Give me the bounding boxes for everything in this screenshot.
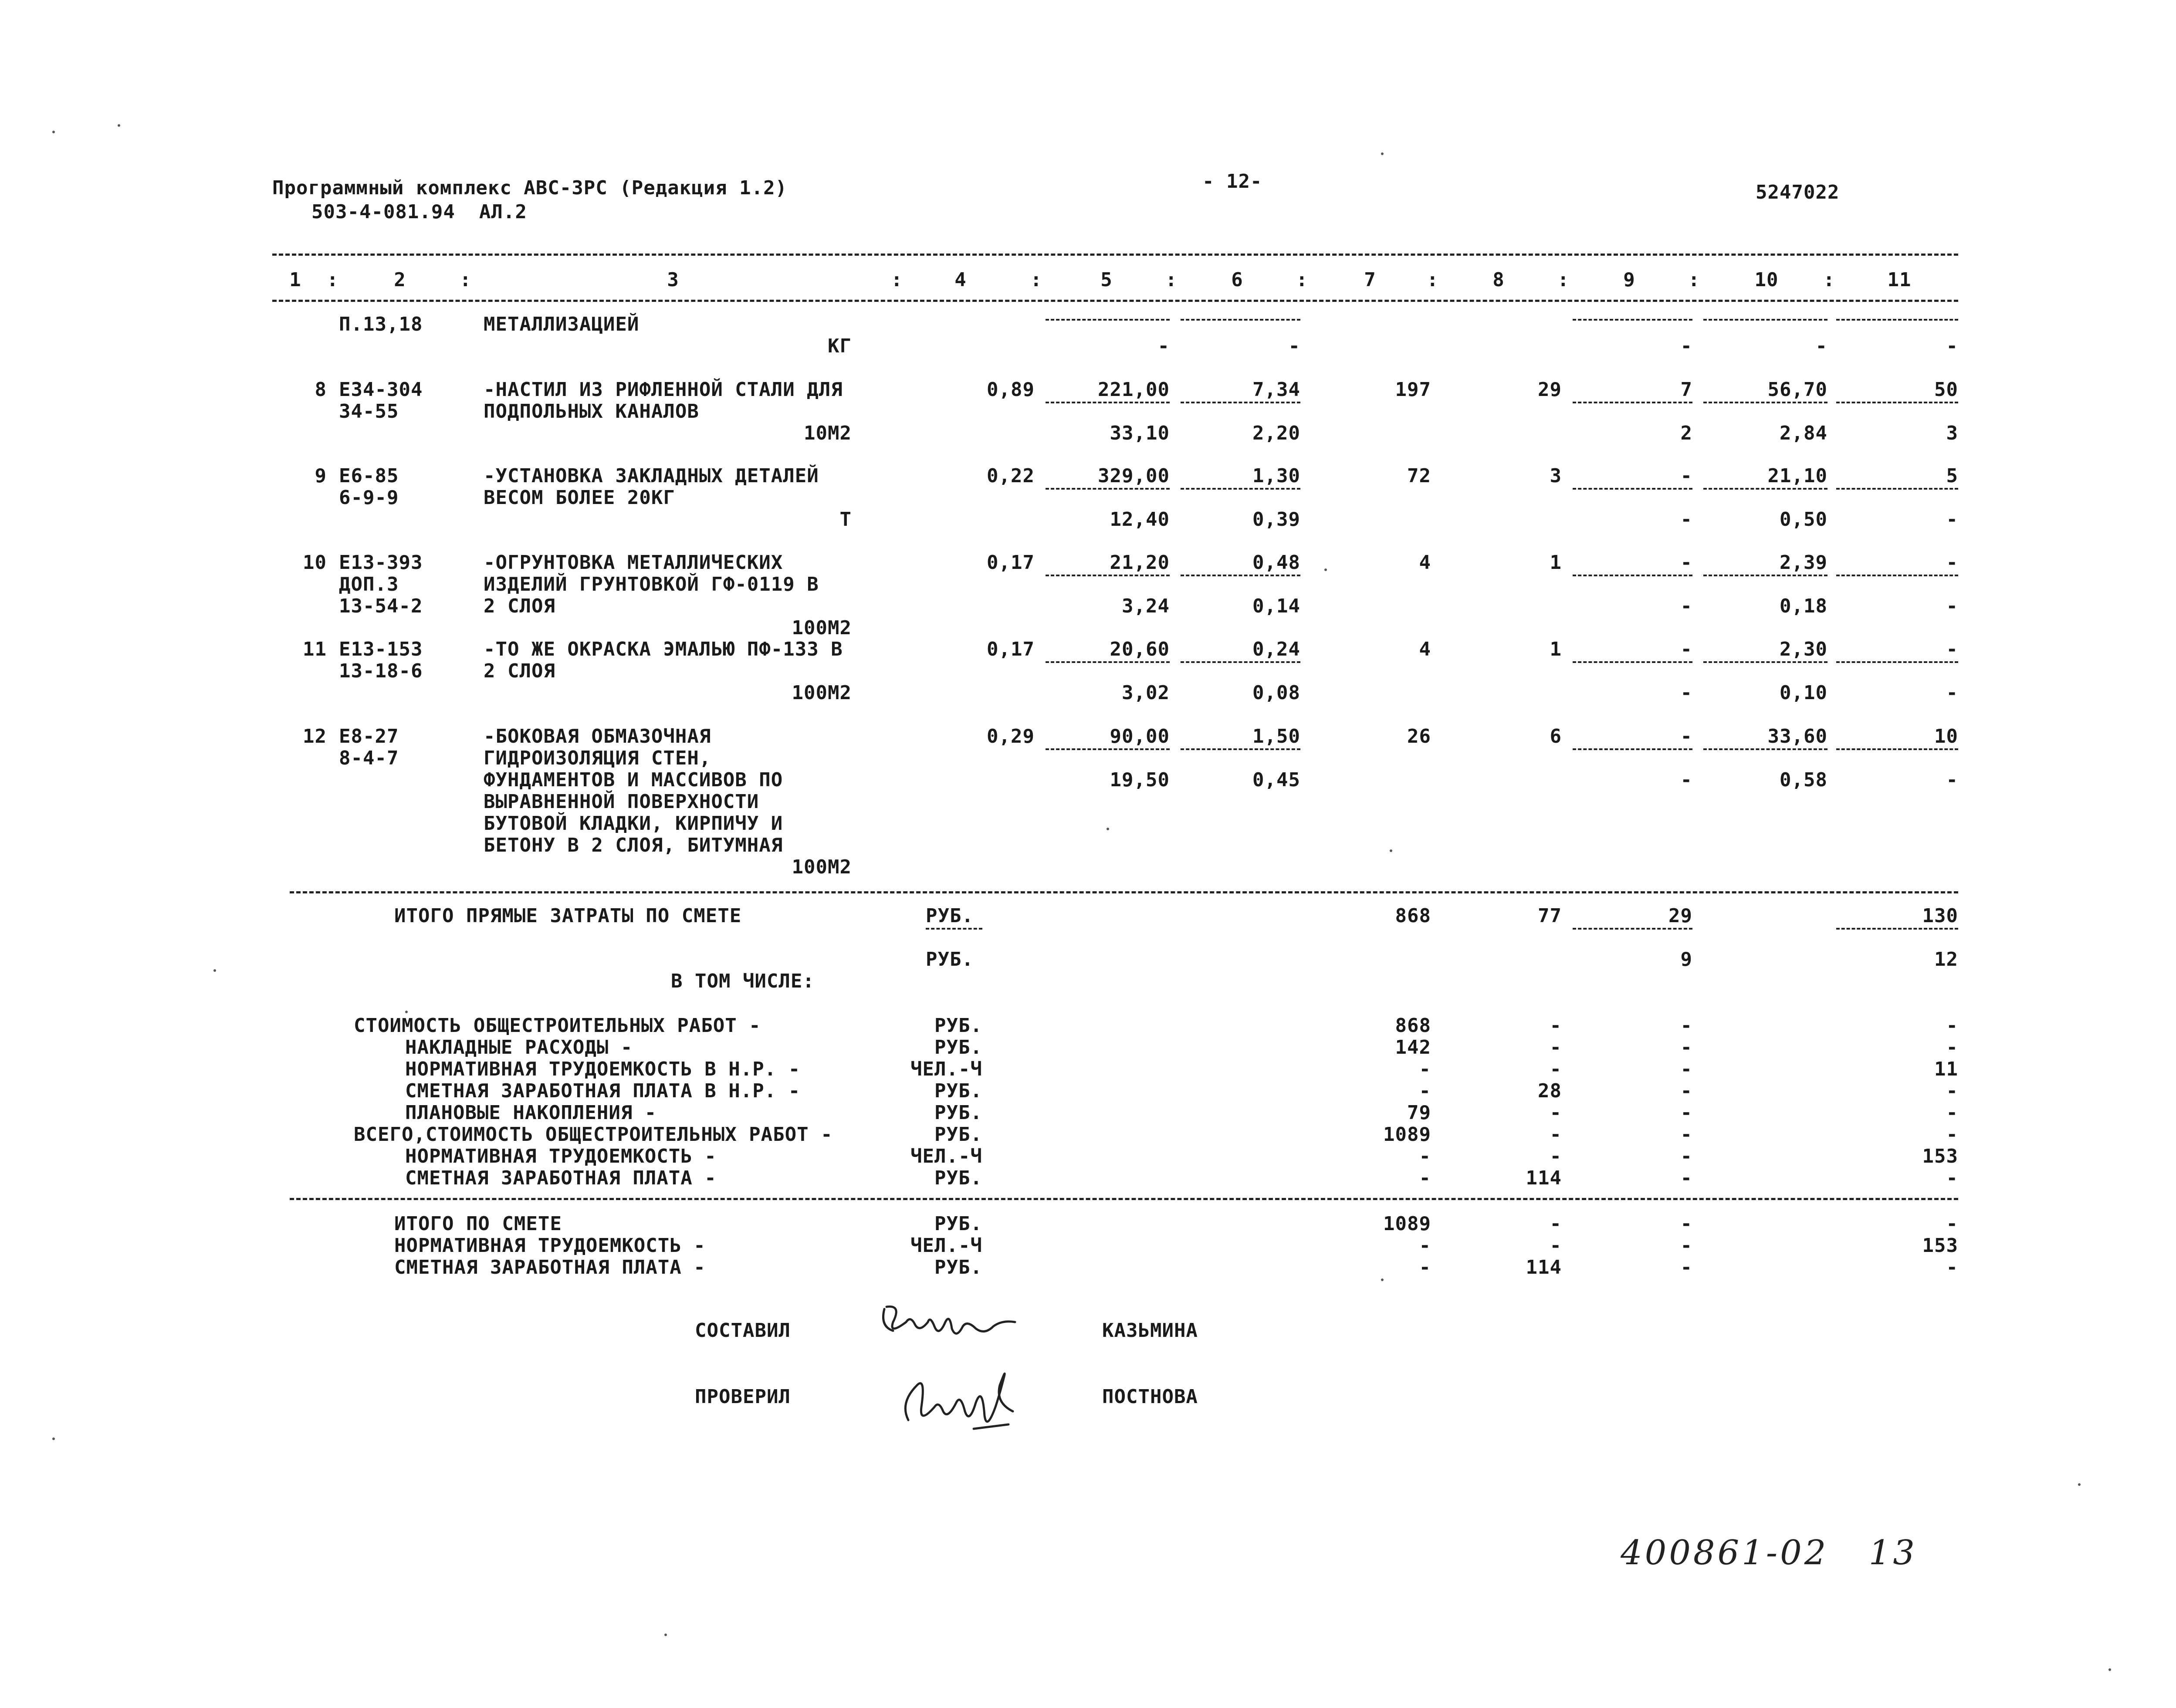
- subtotal-rule: [1181, 319, 1300, 321]
- column-header-3: 3: [667, 269, 679, 291]
- breakdown-c7: -: [1419, 1145, 1431, 1167]
- document-number: 5247022: [1756, 181, 1840, 203]
- item-unit: 100М2: [792, 682, 852, 704]
- cell-c11: -: [1946, 682, 1958, 704]
- item-description: ИЗДЕЛИЙ ГРУНТОВКОЙ ГФ-0119 В: [484, 573, 819, 595]
- cell-c11: -: [1946, 769, 1958, 791]
- item-description: -ОГРУНТОВКА МЕТАЛЛИЧЕСКИХ: [484, 551, 783, 574]
- breakdown-c11: -: [1946, 1167, 1958, 1189]
- breakdown-c9: -: [1680, 1102, 1692, 1124]
- cell-c10: 2,39: [1780, 551, 1827, 574]
- cell-c6: 0,24: [1252, 638, 1300, 660]
- compiled-label: СОСТАВИЛ: [695, 1319, 791, 1342]
- breakdown-c9: -: [1680, 1015, 1692, 1037]
- cell-c11: -: [1946, 335, 1958, 357]
- subtotal-rule: [1703, 402, 1827, 403]
- breakdown-label: ВСЕГО,СТОИМОСТЬ ОБЩЕСТРОИТЕЛЬНЫХ РАБОТ -: [354, 1123, 833, 1146]
- item-code: П.13,18: [339, 313, 423, 335]
- final-c11: -: [1946, 1213, 1958, 1235]
- cell-c7: 72: [1407, 465, 1431, 487]
- item-code: Е8-27: [339, 725, 399, 747]
- breakdown-c11: -: [1946, 1080, 1958, 1102]
- checker-signature: [895, 1359, 1035, 1433]
- unit-rule: [926, 928, 982, 930]
- breakdown-c11: 11: [1934, 1058, 1958, 1080]
- cell-c10: 21,10: [1767, 465, 1827, 487]
- cell-c10: 2,84: [1780, 422, 1827, 444]
- checked-name: ПОСТНОВА: [1102, 1386, 1198, 1408]
- item-description: -НАСТИЛ ИЗ РИФЛЕННОЙ СТАЛИ ДЛЯ: [484, 379, 843, 401]
- cell-c5: 33,10: [1110, 422, 1170, 444]
- final-c11: -: [1946, 1256, 1958, 1278]
- item-code: 13-18-6: [339, 660, 423, 682]
- subtotal-rule: [1573, 661, 1692, 663]
- breakdown-c7: -: [1419, 1167, 1431, 1189]
- cell-c6: 0,45: [1252, 769, 1300, 791]
- cell-c10: 0,58: [1780, 769, 1827, 791]
- breakdown-c8: 114: [1526, 1167, 1562, 1189]
- breakdown-label: СТОИМОСТЬ ОБЩЕСТРОИТЕЛЬНЫХ РАБОТ -: [354, 1015, 761, 1037]
- cell-c9: -: [1680, 769, 1692, 791]
- breakdown-unit: ЧЕЛ.-Ч: [910, 1145, 982, 1167]
- breakdown-c8: -: [1550, 1036, 1562, 1059]
- item-code: 13-54-2: [339, 595, 423, 617]
- item-code: 6-9-9: [339, 487, 399, 509]
- column-separator: :: [1030, 269, 1042, 291]
- item-unit: КГ: [828, 335, 852, 357]
- cell-c11: -: [1946, 551, 1958, 574]
- cell-c8: 29: [1538, 379, 1562, 401]
- breakdown-c7: 868: [1395, 1015, 1431, 1037]
- totals-c9: 29: [1668, 905, 1692, 927]
- final-c7: -: [1419, 1256, 1431, 1278]
- item-unit: 100М2: [792, 617, 852, 639]
- item-number: 10: [303, 551, 327, 574]
- subtotal-rule: [1046, 661, 1170, 663]
- column-header-2: 2: [394, 269, 406, 291]
- item-quantity: 0,17: [987, 551, 1035, 574]
- breakdown-label: НОРМАТИВНАЯ ТРУДОЕМКОСТЬ В Н.Р. -: [405, 1058, 801, 1080]
- cell-c6: 0,39: [1252, 508, 1300, 531]
- item-number: 11: [303, 638, 327, 660]
- subtotal-rule: [1836, 319, 1958, 321]
- cell-c6: 2,20: [1252, 422, 1300, 444]
- breakdown-unit: РУБ.: [934, 1080, 982, 1102]
- final-c11: 153: [1922, 1234, 1958, 1257]
- column-separator: :: [891, 269, 903, 291]
- scan-speck: [664, 1634, 667, 1636]
- cell-c11: -: [1946, 638, 1958, 660]
- cell-c5: -: [1157, 335, 1170, 357]
- scan-speck: [1381, 1278, 1384, 1281]
- subtotal-rule: [1181, 748, 1300, 750]
- final-label: НОРМАТИВНАЯ ТРУДОЕМКОСТЬ -: [394, 1234, 706, 1257]
- breakdown-c8: -: [1550, 1102, 1562, 1124]
- breakdown-c7: -: [1419, 1058, 1431, 1080]
- column-separator: :: [327, 269, 339, 291]
- item-description: ВЕСОМ БОЛЕЕ 20КГ: [484, 487, 675, 509]
- column-separator: :: [460, 269, 472, 291]
- item-code: 34-55: [339, 400, 399, 423]
- item-code: Е13-393: [339, 551, 423, 574]
- column-header-4: 4: [954, 269, 967, 291]
- subtotal-rule: [1703, 661, 1827, 663]
- final-c8: -: [1550, 1213, 1562, 1235]
- item-description: -ТО ЖЕ ОКРАСКА ЭМАЛЬЮ ПФ-133 В: [484, 638, 843, 660]
- final-c9: -: [1680, 1256, 1692, 1278]
- scan-speck: [2108, 1668, 2111, 1671]
- column-header-1: 1: [289, 269, 301, 291]
- column-header-10: 10: [1754, 269, 1779, 291]
- column-header-5: 5: [1100, 269, 1113, 291]
- subtotal-rule: [1181, 402, 1300, 403]
- header-rule-top: [272, 254, 1958, 256]
- cell-c10: 0,10: [1780, 682, 1827, 704]
- column-separator: :: [1427, 269, 1439, 291]
- cell-c10: 56,70: [1767, 379, 1827, 401]
- scan-speck: [1381, 152, 1384, 155]
- item-unit: 100М2: [792, 856, 852, 878]
- subtotal-rule: [1703, 575, 1827, 576]
- cell-c5: 3,02: [1122, 682, 1170, 704]
- program-title: Программный комплекс АВС-3РС (Редакция 1.2): [272, 177, 788, 199]
- breakdown-c9: -: [1680, 1080, 1692, 1102]
- item-number: 8: [315, 379, 327, 401]
- cell-c10: -: [1815, 335, 1827, 357]
- subtotal-rule: [1046, 575, 1170, 576]
- column-separator: :: [1688, 269, 1700, 291]
- final-c9: -: [1680, 1234, 1692, 1257]
- column-separator: :: [1165, 269, 1178, 291]
- column-header-9: 9: [1623, 269, 1635, 291]
- cell-c7: 4: [1419, 551, 1431, 574]
- breakdown-label: СМЕТНАЯ ЗАРАБОТНАЯ ПЛАТА -: [405, 1167, 717, 1189]
- cell-c8: 3: [1550, 465, 1562, 487]
- breakdown-c9: -: [1680, 1058, 1692, 1080]
- subtotal-rule: [1703, 748, 1827, 750]
- breakdown-c11: 153: [1922, 1145, 1958, 1167]
- column-header-6: 6: [1231, 269, 1243, 291]
- cell-c9: 2: [1680, 422, 1692, 444]
- cell-c9: -: [1680, 335, 1692, 357]
- subtotal-rule: [1573, 575, 1692, 576]
- cell-c5: 90,00: [1110, 725, 1170, 747]
- cell-c6: 0,08: [1252, 682, 1300, 704]
- final-label: СМЕТНАЯ ЗАРАБОТНАЯ ПЛАТА -: [394, 1256, 706, 1278]
- project-code: 503-4-081.94 АЛ.2: [311, 201, 527, 223]
- totals-c8: 77: [1538, 905, 1562, 927]
- subtotal-rule: [1836, 748, 1958, 750]
- breakdown-unit: РУБ.: [934, 1123, 982, 1146]
- breakdown-c7: 1089: [1383, 1123, 1431, 1146]
- page-number: - 12-: [1202, 170, 1262, 193]
- totals-c11-2: 12: [1934, 948, 1958, 971]
- item-code: 8-4-7: [339, 747, 399, 769]
- item-description: МЕТАЛЛИЗАЦИЕЙ: [484, 313, 640, 335]
- cell-c11: 3: [1946, 422, 1958, 444]
- breakdown-unit: РУБ.: [934, 1036, 982, 1059]
- compiler-signature: [876, 1296, 1024, 1348]
- cell-c6: 1,50: [1252, 725, 1300, 747]
- cell-c9: -: [1680, 725, 1692, 747]
- cell-c11: -: [1946, 508, 1958, 531]
- totals-unit: РУБ.: [926, 905, 974, 927]
- item-description: 2 СЛОЯ: [484, 595, 555, 617]
- cell-c9: -: [1680, 465, 1692, 487]
- breakdown-c7: 79: [1407, 1102, 1431, 1124]
- breakdown-unit: РУБ.: [934, 1015, 982, 1037]
- breakdown-c8: -: [1550, 1145, 1562, 1167]
- final-c7: -: [1419, 1234, 1431, 1257]
- final-unit: РУБ.: [934, 1213, 982, 1235]
- checked-label: ПРОВЕРИЛ: [695, 1386, 791, 1408]
- scan-speck: [52, 1437, 55, 1440]
- breakdown-c8: -: [1550, 1058, 1562, 1080]
- scan-speck: [1107, 828, 1109, 830]
- totals-c7: 868: [1395, 905, 1431, 927]
- column-separator: :: [1296, 269, 1308, 291]
- subtotal-rule: [1836, 402, 1958, 403]
- cell-c9: -: [1680, 682, 1692, 704]
- cell-c6: -: [1288, 335, 1300, 357]
- item-code: ДОП.3: [339, 573, 399, 595]
- breakdown-label: СМЕТНАЯ ЗАРАБОТНАЯ ПЛАТА В Н.Р. -: [405, 1080, 801, 1102]
- subtotal-rule: [1181, 575, 1300, 576]
- final-label: ИТОГО ПО СМЕТЕ: [394, 1213, 562, 1235]
- column-header-8: 8: [1492, 269, 1505, 291]
- scan-speck: [213, 969, 216, 972]
- breakdown-c9: -: [1680, 1167, 1692, 1189]
- subtotal-rule: [1573, 748, 1692, 750]
- subtotal-rule: [1046, 402, 1170, 403]
- item-unit: 10М2: [804, 422, 852, 444]
- column-separator: :: [1823, 269, 1835, 291]
- totals-label: ИТОГО ПРЯМЫЕ ЗАТРАТЫ ПО СМЕТЕ: [394, 905, 742, 927]
- scan-speck: [2078, 1483, 2081, 1486]
- final-rule: [290, 1198, 1958, 1200]
- breakdown-c7: 142: [1395, 1036, 1431, 1059]
- breakdown-c9: -: [1680, 1123, 1692, 1146]
- totals-c9-2: 9: [1680, 948, 1692, 971]
- header-rule-bottom: [272, 300, 1958, 302]
- cell-c5: 21,20: [1110, 551, 1170, 574]
- cell-c5: 3,24: [1122, 595, 1170, 617]
- item-description: ГИДРОИЗОЛЯЦИЯ СТЕН,: [484, 747, 711, 769]
- final-unit: ЧЕЛ.-Ч: [910, 1234, 982, 1257]
- scan-speck: [52, 131, 55, 133]
- cell-c6: 0,14: [1252, 595, 1300, 617]
- cell-c9: -: [1680, 638, 1692, 660]
- cell-c7: 4: [1419, 638, 1431, 660]
- item-code: Е34-304: [339, 379, 423, 401]
- subtotal-rule: [1181, 661, 1300, 663]
- item-number: 9: [315, 465, 327, 487]
- subtotal-rule: [1703, 488, 1827, 490]
- scan-speck: [118, 124, 120, 127]
- column-separator: :: [1557, 269, 1570, 291]
- subtotal-rule: [1836, 575, 1958, 576]
- cell-c9: -: [1680, 551, 1692, 574]
- totals-c11: 130: [1922, 905, 1958, 927]
- item-description: БЕТОНУ В 2 СЛОЯ, БИТУМНАЯ: [484, 834, 783, 856]
- cell-c5: 20,60: [1110, 638, 1170, 660]
- cell-c5: 329,00: [1098, 465, 1170, 487]
- final-unit: РУБ.: [934, 1256, 982, 1278]
- breakdown-c11: -: [1946, 1015, 1958, 1037]
- breakdown-label: НАКЛАДНЫЕ РАСХОДЫ -: [405, 1036, 633, 1059]
- breakdown-c8: -: [1550, 1123, 1562, 1146]
- cell-c11: 50: [1934, 379, 1958, 401]
- subtotal-rule: [1573, 928, 1692, 930]
- cell-c10: 0,18: [1780, 595, 1827, 617]
- cell-c8: 6: [1550, 725, 1562, 747]
- item-description: ВЫРАВНЕННОЙ ПОВЕРХНОСТИ: [484, 791, 759, 813]
- cell-c8: 1: [1550, 551, 1562, 574]
- scan-speck: [1390, 849, 1392, 852]
- item-quantity: 0,89: [987, 379, 1035, 401]
- cell-c7: 197: [1395, 379, 1431, 401]
- final-c7: 1089: [1383, 1213, 1431, 1235]
- item-description: -БОКОВАЯ ОБМАЗОЧНАЯ: [484, 725, 711, 747]
- breakdown-c8: 28: [1538, 1080, 1562, 1102]
- totals-unit-2: РУБ.: [926, 948, 974, 971]
- item-code: Е13-153: [339, 638, 423, 660]
- cell-c11: 5: [1946, 465, 1958, 487]
- breakdown-unit: РУБ.: [934, 1167, 982, 1189]
- breakdown-label: НОРМАТИВНАЯ ТРУДОЕМКОСТЬ -: [405, 1145, 717, 1167]
- totals-rule: [290, 891, 1958, 893]
- column-header-7: 7: [1364, 269, 1376, 291]
- subtotal-rule: [1046, 488, 1170, 490]
- scan-speck: [1324, 568, 1327, 571]
- cell-c9: -: [1680, 595, 1692, 617]
- subtotal-rule: [1703, 319, 1827, 321]
- cell-c10: 2,30: [1780, 638, 1827, 660]
- cell-c5: 221,00: [1098, 379, 1170, 401]
- subtotal-rule: [1573, 488, 1692, 490]
- column-header-11: 11: [1887, 269, 1912, 291]
- handwritten-note: 400861-02 13: [1621, 1533, 1917, 1573]
- item-description: БУТОВОЙ КЛАДКИ, КИРПИЧУ И: [484, 812, 783, 835]
- item-description: ФУНДАМЕНТОВ И МАССИВОВ ПО: [484, 769, 783, 791]
- item-quantity: 0,22: [987, 465, 1035, 487]
- item-description: ПОДПОЛЬНЫХ КАНАЛОВ: [484, 400, 699, 423]
- breakdown-c11: -: [1946, 1123, 1958, 1146]
- cell-c6: 7,34: [1252, 379, 1300, 401]
- breakdown-unit: РУБ.: [934, 1102, 982, 1124]
- subtotal-rule: [1836, 661, 1958, 663]
- breakdown-c7: -: [1419, 1080, 1431, 1102]
- breakdown-unit: ЧЕЛ.-Ч: [910, 1058, 982, 1080]
- cell-c5: 12,40: [1110, 508, 1170, 531]
- subtotal-rule: [1573, 319, 1692, 321]
- breakdown-label: ПЛАНОВЫЕ НАКОПЛЕНИЯ -: [405, 1102, 657, 1124]
- cell-c6: 1,30: [1252, 465, 1300, 487]
- including-label: В ТОМ ЧИСЛЕ:: [671, 970, 815, 992]
- cell-c9: 7: [1680, 379, 1692, 401]
- cell-c9: -: [1680, 508, 1692, 531]
- item-description: 2 СЛОЯ: [484, 660, 555, 682]
- subtotal-rule: [1836, 928, 1958, 930]
- compiled-name: КАЗЬМИНА: [1102, 1319, 1198, 1342]
- subtotal-rule: [1836, 488, 1958, 490]
- cell-c6: 0,48: [1252, 551, 1300, 574]
- subtotal-rule: [1046, 319, 1170, 321]
- breakdown-c11: -: [1946, 1036, 1958, 1059]
- subtotal-rule: [1181, 488, 1300, 490]
- breakdown-c11: -: [1946, 1102, 1958, 1124]
- item-quantity: 0,17: [987, 638, 1035, 660]
- item-description: -УСТАНОВКА ЗАКЛАДНЫХ ДЕТАЛЕЙ: [484, 465, 819, 487]
- item-code: Е6-85: [339, 465, 399, 487]
- cell-c11: 10: [1934, 725, 1958, 747]
- scan-speck: [405, 1011, 408, 1013]
- breakdown-c9: -: [1680, 1145, 1692, 1167]
- final-c8: -: [1550, 1234, 1562, 1257]
- item-quantity: 0,29: [987, 725, 1035, 747]
- cell-c8: 1: [1550, 638, 1562, 660]
- cell-c7: 26: [1407, 725, 1431, 747]
- item-number: 12: [303, 725, 327, 747]
- cell-c5: 19,50: [1110, 769, 1170, 791]
- final-c9: -: [1680, 1213, 1692, 1235]
- subtotal-rule: [1573, 402, 1692, 403]
- final-c8: 114: [1526, 1256, 1562, 1278]
- cell-c10: 0,50: [1780, 508, 1827, 531]
- cell-c11: -: [1946, 595, 1958, 617]
- breakdown-c9: -: [1680, 1036, 1692, 1059]
- breakdown-c8: -: [1550, 1015, 1562, 1037]
- subtotal-rule: [1046, 748, 1170, 750]
- item-unit: Т: [839, 508, 852, 531]
- cell-c10: 33,60: [1767, 725, 1827, 747]
